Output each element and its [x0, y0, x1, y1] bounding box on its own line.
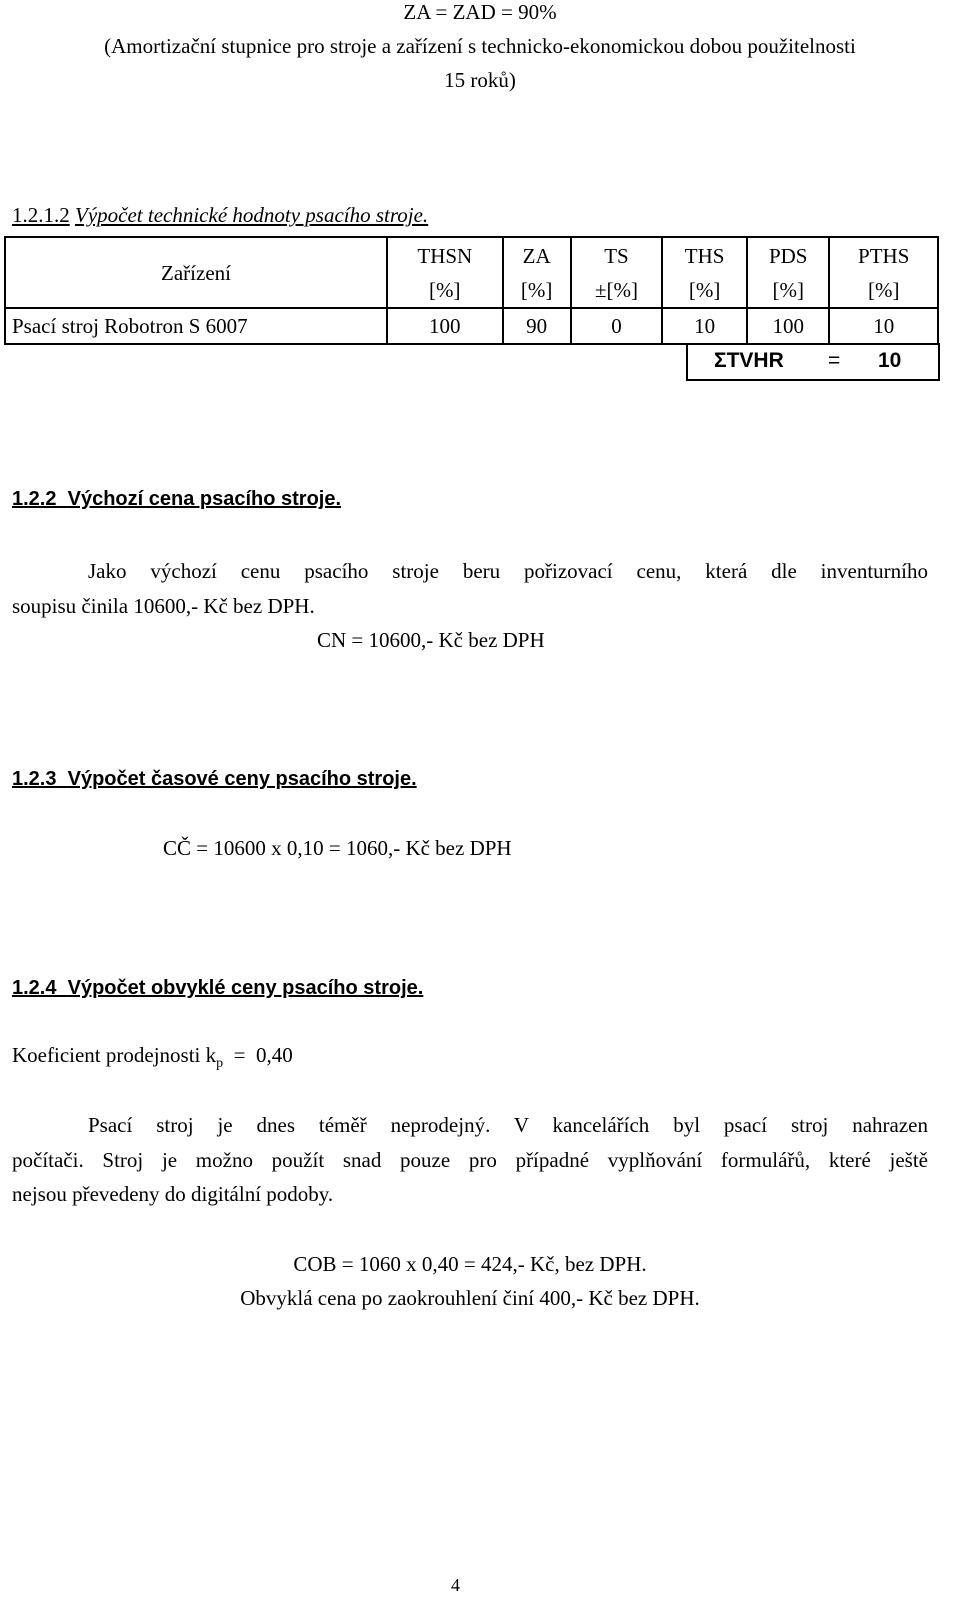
section-1212-number: 1.2.1.2 — [12, 203, 70, 227]
rounded-price-line: Obvyklá cena po zaokrouhlení činí 400,- Kč bez DPH. — [240, 1286, 700, 1310]
table-header-name: THS — [662, 237, 747, 273]
section-122-number: 1.2.2 — [12, 488, 57, 510]
section-1212-title: Výpočet technické hodnoty psacího stroje. — [75, 203, 429, 227]
section-122-title: Výchozí cena psacího stroje. — [67, 488, 342, 510]
table-cell: 90 — [503, 308, 571, 344]
table-cell: 10 — [662, 308, 747, 344]
section-124-para-line1 — [12, 1113, 928, 1138]
section-124-title: Výpočet obvyklé ceny psacího stroje. — [67, 977, 424, 999]
technical-value-table — [4, 236, 939, 345]
table-cell: 10 — [829, 308, 938, 344]
cc-formula: CČ = 10600 x 0,10 = 1060,- Kč bez DPH — [163, 836, 512, 860]
za-zad-formula: ZA = ZAD = 90% — [403, 0, 557, 24]
sum-equals: = — [828, 349, 841, 372]
table-cell: 100 — [387, 308, 503, 344]
table-header-unit: [%] — [503, 273, 571, 308]
cob-formula: COB = 1060 x 0,40 = 424,- Kč, bez DPH. — [293, 1252, 647, 1276]
depreciation-note-line2: 15 roků) — [444, 68, 516, 92]
table-header-name: PDS — [747, 237, 829, 273]
section-122-para-line2: soupisu činila 10600,- Kč bez DPH. — [12, 594, 315, 618]
table-col-label: Zařízení — [5, 237, 387, 308]
table-row-name: Psací stroj Robotron S 6007 — [5, 308, 387, 344]
section-123-title: Výpočet časové ceny psacího stroje. — [67, 768, 417, 790]
table-header-unit: [%] — [829, 273, 938, 308]
section-1212-heading — [12, 203, 428, 228]
table-header-unit: [%] — [662, 273, 747, 308]
section-124-para-text1: Psací stroj je dnes téměř neprodejný. V kancelářích byl psací stroj nahrazen — [88, 1113, 928, 1137]
page-number: 4 — [451, 1575, 460, 1595]
table-header-unit: [%] — [387, 273, 503, 308]
table-cell: 100 — [747, 308, 829, 344]
table-header-name: THSN — [387, 237, 503, 273]
sum-label: ΣTVHR — [714, 349, 784, 372]
depreciation-note-line1: (Amortizační stupnice pro stroje a zařízení s technicko-ekonomickou dobou použitelnosti — [104, 34, 856, 58]
table-header-unit: ±[%] — [571, 273, 663, 308]
section-122-para-line1 — [12, 559, 928, 584]
table-header-name: PTHS — [829, 237, 938, 273]
sum-value: 10 — [878, 349, 902, 372]
section-122-para-text1: Jako výchozí cenu psacího stroje beru pořizovací cenu, která dle inventurního — [88, 559, 928, 583]
section-123-heading — [12, 768, 417, 791]
section-123-number: 1.2.3 — [12, 768, 57, 790]
cn-formula: CN = 10600,- Kč bez DPH — [317, 628, 545, 652]
sum-tvhr-box — [686, 343, 940, 381]
section-122-heading — [12, 488, 341, 511]
section-124-number: 1.2.4 — [12, 977, 57, 999]
coefficient-line — [12, 1043, 293, 1072]
table-header-unit: [%] — [747, 273, 829, 308]
table-header-name: ZA — [503, 237, 571, 273]
table-cell: 0 — [571, 308, 663, 344]
coefficient-subscript: p — [216, 1056, 224, 1072]
table-row — [5, 308, 938, 344]
section-124-heading — [12, 977, 423, 1000]
coefficient-label: Koeficient prodejnosti k — [12, 1043, 217, 1067]
coefficient-value: = 0,40 — [223, 1043, 293, 1067]
section-124-para-line2: počítači. Stroj je možno použít snad pouze pro případné vyplňování formulářů, které ještě — [12, 1148, 928, 1172]
table-header-name: TS — [571, 237, 663, 273]
section-124-para-line3: nejsou převedeny do digitální podoby. — [12, 1182, 334, 1206]
